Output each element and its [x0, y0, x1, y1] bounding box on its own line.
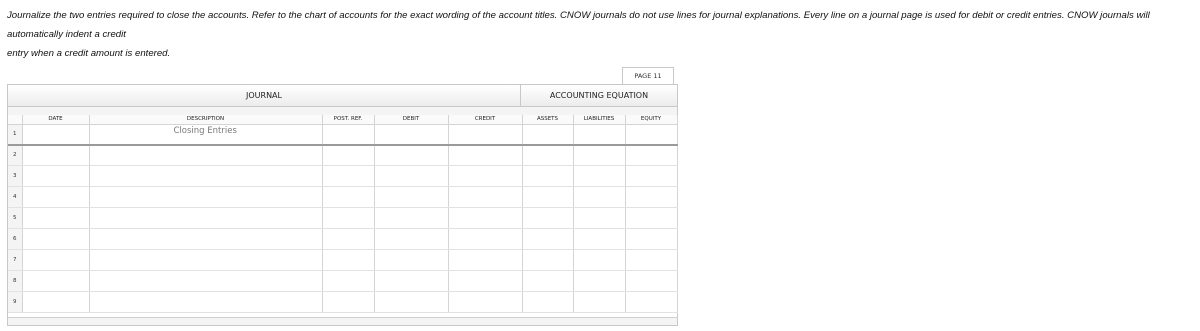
description-text: Closing Entries — [173, 126, 237, 136]
post-ref-cell[interactable] — [322, 250, 374, 271]
column-header-description: DESCRIPTION — [89, 115, 322, 125]
instructions-line-2: entry when a credit amount is entered. — [7, 48, 171, 59]
post-ref-cell[interactable] — [322, 187, 374, 208]
description-cell[interactable] — [89, 208, 322, 229]
credit-cell[interactable] — [448, 271, 522, 292]
date-cell[interactable] — [22, 166, 89, 187]
debit-cell[interactable] — [374, 166, 448, 187]
post-ref-cell[interactable] — [322, 125, 374, 145]
journal-row — [8, 250, 677, 271]
row-number: 9 — [8, 292, 22, 313]
row-number: 8 — [8, 271, 22, 292]
column-header-date: DATE — [22, 115, 89, 125]
post-ref-cell[interactable] — [322, 145, 374, 166]
debit-cell[interactable] — [374, 229, 448, 250]
description-text — [90, 271, 322, 272]
journal-table — [7, 84, 678, 326]
post-ref-cell[interactable] — [322, 292, 374, 313]
column-header-equity: EQUITY — [625, 115, 677, 125]
description-text — [90, 292, 322, 293]
journal-row — [8, 125, 677, 145]
description-cell[interactable] — [89, 229, 322, 250]
assets-cell[interactable] — [522, 292, 573, 313]
date-cell[interactable] — [22, 208, 89, 229]
credit-cell[interactable] — [448, 250, 522, 271]
description-cell[interactable] — [89, 292, 322, 313]
row-number: 2 — [8, 145, 22, 166]
credit-cell[interactable] — [448, 166, 522, 187]
credit-cell[interactable] — [448, 208, 522, 229]
column-header-credit: CREDIT — [448, 115, 522, 125]
liabilities-cell[interactable] — [573, 125, 625, 145]
debit-cell[interactable] — [374, 292, 448, 313]
liabilities-cell[interactable] — [573, 187, 625, 208]
page-label: PAGE 11 — [622, 67, 674, 84]
date-cell[interactable] — [22, 271, 89, 292]
journal-row — [8, 208, 677, 229]
assets-cell[interactable] — [522, 271, 573, 292]
debit-cell[interactable] — [374, 208, 448, 229]
description-text — [90, 250, 322, 251]
debit-cell[interactable] — [374, 125, 448, 145]
credit-cell[interactable] — [448, 292, 522, 313]
credit-cell[interactable] — [448, 229, 522, 250]
assets-cell[interactable] — [522, 250, 573, 271]
journal-row — [8, 187, 677, 208]
journal-row — [8, 292, 677, 313]
description-cell[interactable] — [89, 125, 322, 145]
post-ref-cell[interactable] — [322, 166, 374, 187]
date-cell[interactable] — [22, 145, 89, 166]
assets-cell[interactable] — [522, 145, 573, 166]
journal-title: JOURNAL — [8, 85, 521, 107]
row-number: 4 — [8, 187, 22, 208]
equity-cell[interactable] — [625, 125, 677, 145]
date-cell[interactable] — [22, 125, 89, 145]
credit-cell[interactable] — [448, 187, 522, 208]
description-text — [90, 187, 322, 188]
journal-row — [8, 271, 677, 292]
description-cell[interactable] — [89, 187, 322, 208]
liabilities-cell[interactable] — [573, 271, 625, 292]
assets-cell[interactable] — [522, 187, 573, 208]
credit-cell[interactable] — [448, 145, 522, 166]
post-ref-cell[interactable] — [322, 229, 374, 250]
row-number-header — [8, 115, 22, 125]
assets-cell[interactable] — [522, 166, 573, 187]
date-cell[interactable] — [22, 250, 89, 271]
equity-cell[interactable] — [625, 145, 677, 166]
journal-row — [8, 145, 677, 166]
post-ref-cell[interactable] — [322, 208, 374, 229]
description-cell[interactable] — [89, 166, 322, 187]
equity-cell[interactable] — [625, 292, 677, 313]
journal-grid — [8, 115, 678, 313]
equity-cell[interactable] — [625, 208, 677, 229]
equity-cell[interactable] — [625, 187, 677, 208]
description-text — [90, 208, 322, 209]
journal-row — [8, 229, 677, 250]
equity-cell[interactable] — [625, 229, 677, 250]
column-header-liabilities: LIABILITIES — [573, 115, 625, 125]
equity-cell[interactable] — [625, 250, 677, 271]
description-text — [90, 229, 322, 230]
column-header-assets: ASSETS — [522, 115, 573, 125]
credit-cell[interactable] — [448, 125, 522, 145]
assets-cell[interactable] — [522, 125, 573, 145]
journal-row — [8, 166, 677, 187]
instructions-text — [7, 6, 1197, 63]
row-number: 3 — [8, 166, 22, 187]
date-cell[interactable] — [22, 187, 89, 208]
liabilities-cell[interactable] — [573, 250, 625, 271]
debit-cell[interactable] — [374, 250, 448, 271]
journal-footer-strip — [8, 317, 677, 325]
debit-cell[interactable] — [374, 145, 448, 166]
equity-cell[interactable] — [625, 166, 677, 187]
assets-cell[interactable] — [522, 229, 573, 250]
liabilities-cell[interactable] — [573, 229, 625, 250]
row-number: 7 — [8, 250, 22, 271]
liabilities-cell[interactable] — [573, 145, 625, 166]
description-cell[interactable] — [89, 250, 322, 271]
row-number: 1 — [8, 125, 22, 145]
liabilities-cell[interactable] — [573, 292, 625, 313]
date-cell[interactable] — [22, 292, 89, 313]
instructions-line-1: Journalize the two entries required to close the accounts. Refer to the chart of accounts for the exact wording of the account titles. CNOW journals do not use lines for journal explanations. Every line on a journal page is used for debit or credit entries. CNOW journals will automatically indent a credit — [7, 10, 1150, 40]
debit-cell[interactable] — [374, 187, 448, 208]
row-number: 5 — [8, 208, 22, 229]
description-text — [90, 166, 322, 167]
assets-cell[interactable] — [522, 208, 573, 229]
description-text — [90, 146, 322, 147]
date-cell[interactable] — [22, 229, 89, 250]
accounting-equation-title: ACCOUNTING EQUATION — [521, 85, 677, 107]
column-header-post-ref: POST. REF. — [322, 115, 374, 125]
column-header-debit: DEBIT — [374, 115, 448, 125]
description-cell[interactable] — [89, 145, 322, 166]
liabilities-cell[interactable] — [573, 166, 625, 187]
debit-cell[interactable] — [374, 271, 448, 292]
description-cell[interactable] — [89, 271, 322, 292]
liabilities-cell[interactable] — [573, 208, 625, 229]
post-ref-cell[interactable] — [322, 271, 374, 292]
row-number: 6 — [8, 229, 22, 250]
equity-cell[interactable] — [625, 271, 677, 292]
